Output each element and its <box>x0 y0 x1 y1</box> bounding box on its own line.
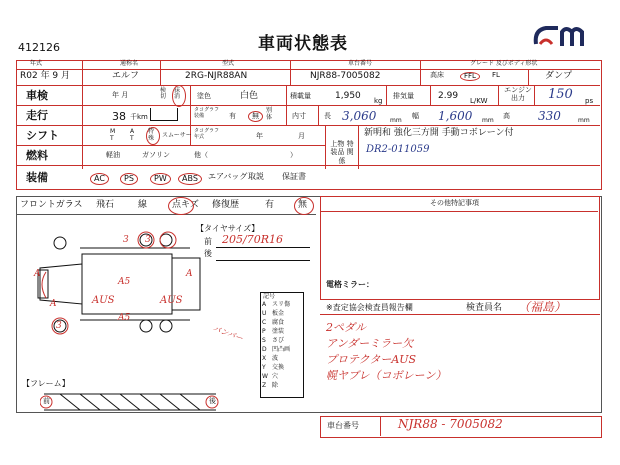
mark-a2: A <box>50 299 57 309</box>
legend-row <box>262 383 278 389</box>
engine-value: 150 <box>548 87 573 102</box>
legend-label: 腐食 <box>272 319 285 326</box>
legend-label: 波 <box>272 355 279 362</box>
footer-chassis-label: 車台番号 <box>327 421 359 430</box>
engine-label: エンジン出力 <box>504 86 532 102</box>
legend-code: Z <box>262 382 267 389</box>
vehicle-diagram <box>20 218 260 338</box>
shift-special: 特殊 <box>148 128 155 143</box>
mark-a5-top: A5 <box>118 277 131 287</box>
load-value: 1,950 <box>335 91 361 101</box>
report-lines <box>326 322 586 404</box>
inspection-cancelled: 抹消 <box>174 87 181 100</box>
windshield-line: 線 <box>138 200 148 210</box>
windshield-chip: 飛石 <box>96 200 115 210</box>
legend-label: 塗装 <box>272 328 285 335</box>
report-line: プロテクターAUS <box>326 353 417 366</box>
tacho-label: タコグラフ装備 <box>194 107 220 119</box>
mark-3c: 3 <box>56 321 62 331</box>
tacho-month: 月 <box>298 132 305 140</box>
legend-row <box>262 365 284 371</box>
displacement-label: 排気量 <box>393 92 414 100</box>
legend-code: P <box>262 328 266 335</box>
tire-rear-label: 後 <box>204 249 212 258</box>
equipment-item: PW <box>150 173 171 185</box>
mileage-label: 走行 <box>26 109 48 122</box>
inspector-name: （福島） <box>518 300 567 314</box>
tire-front-label: 前 <box>204 237 212 246</box>
footer-chassis-value: NJR88 - 7005082 <box>398 417 503 431</box>
tire-label: 【タイヤサイズ】 <box>196 224 260 233</box>
displacement-value: 2.99 <box>438 91 459 101</box>
equipment-item: AC <box>90 173 109 185</box>
mirror-label: 電格ミラー： <box>326 280 374 289</box>
special-text: 新明和 強化三方開 手動コボレーン付 <box>364 128 514 138</box>
legend-code: Y <box>262 364 266 371</box>
windshield-spot: 点キズ <box>172 200 199 210</box>
inspection-expired: 検切 <box>160 87 167 100</box>
doc-number: 412126 <box>18 41 60 54</box>
paint-label: 塗色 <box>197 92 211 100</box>
load-label: 積載量 <box>290 92 311 100</box>
special-handwritten: DR2-011059 <box>366 144 430 155</box>
report-line: 2ペダル <box>326 321 366 334</box>
fuel-gasoline: ガソリン <box>142 151 170 159</box>
legend-label: 穴 <box>272 373 279 380</box>
special-label: 上物 特装品 関係 <box>330 140 354 165</box>
frame-diagram <box>40 390 220 414</box>
shift-mt: M T <box>110 128 116 143</box>
width-value: 1,600 <box>438 109 473 123</box>
mark-aus-left: AUS <box>92 295 115 306</box>
inspector-section-label: ※査定協会検査員報告欄 <box>326 303 413 312</box>
shift-at: A T <box>130 128 135 143</box>
grade-opt-fl: FL <box>492 71 500 79</box>
equipment-item: 保証書 <box>282 172 306 181</box>
grade-label: グレード 及びボディ形状 <box>470 60 538 67</box>
legend-label: さび <box>272 337 285 344</box>
model-label: 型式 <box>222 60 235 67</box>
inner-dim-label: 内寸 <box>292 112 306 120</box>
page-title: 車両状態表 <box>258 34 348 54</box>
paint-value: 白色 <box>240 91 259 101</box>
inspector-label: 検査員名 <box>466 303 503 313</box>
width-label: 幅 <box>412 112 419 120</box>
grade-opt-ffl: FFL <box>460 72 480 81</box>
frame-front: 前 <box>43 397 50 405</box>
chassis-label: 車台番号 <box>348 60 373 67</box>
tacho-yes: 有 <box>229 112 236 120</box>
inspection-label: 車検 <box>26 89 48 102</box>
length-label: 長 <box>324 112 331 120</box>
equipment-item: 取説 <box>248 172 264 181</box>
displacement-unit: L/KW <box>470 97 488 105</box>
legend-label: 凹凸画 <box>272 346 291 353</box>
fuel-other-close: ） <box>290 151 297 159</box>
frame-rear: 後 <box>209 397 216 405</box>
report-line: アンダーミラー欠 <box>326 337 414 350</box>
tacho-no: 無 <box>248 111 263 122</box>
height-label: 高 <box>503 112 510 120</box>
repair-no: 無 <box>298 200 308 210</box>
legend-code: A <box>262 301 267 308</box>
shift-smoother: スムーサー <box>162 132 192 139</box>
notes-label: その他特記事項 <box>430 199 479 207</box>
tacho-year-label: タコグラフ年式 <box>194 128 220 140</box>
legend-label: 交換 <box>272 364 285 371</box>
windshield-label: フロントガラス <box>20 200 83 210</box>
inspection-month: 年 月 <box>112 91 129 99</box>
mark-a1: A <box>34 269 41 279</box>
mark-aus-right: AUS <box>160 295 183 306</box>
body-value: ダンプ <box>545 71 573 81</box>
legend-row <box>262 302 290 308</box>
equipment-item: PS <box>120 173 138 185</box>
legend-code: C <box>262 319 267 326</box>
legend-code: U <box>262 310 267 317</box>
repair-history: 修復歴 <box>212 200 240 210</box>
grade-opt-high: 高床 <box>430 71 444 79</box>
legend-code: S <box>262 337 266 344</box>
report-line: 幌ヤブレ（コボレーン） <box>326 369 447 382</box>
legend-row <box>262 329 284 335</box>
model-value: 2RG-NJR88AN <box>185 71 248 81</box>
legend-row <box>262 374 278 380</box>
repair-yes: 有 <box>265 200 275 210</box>
tacho-separate: 別体 <box>266 107 273 121</box>
year-label: 年式 <box>30 60 43 67</box>
mark-3b: 3 <box>145 235 151 245</box>
legend-code: D <box>262 346 267 353</box>
chassis-value: NJR88-7005082 <box>310 71 381 81</box>
equipment-item: エアバッグ <box>208 172 248 181</box>
legend-label: 除 <box>272 382 279 389</box>
legend-label: スリ傷 <box>272 301 291 308</box>
legend-code: W <box>262 373 268 380</box>
name-value: エルフ <box>112 71 140 81</box>
mark-a3: A <box>186 269 193 279</box>
engine-unit: ps <box>585 97 594 105</box>
length-unit: mm <box>390 117 402 124</box>
height-unit: mm <box>578 117 590 124</box>
fuel-label: 燃料 <box>26 149 48 162</box>
equipment-list <box>90 169 330 187</box>
year-value: R02 年 9 月 <box>20 71 71 81</box>
fuel-diesel: 軽油 <box>106 151 120 159</box>
mark-3a: 3 <box>123 235 129 245</box>
legend-row <box>262 311 284 317</box>
load-unit: kg <box>374 97 383 105</box>
tacho-year: 年 <box>256 132 263 140</box>
shift-label: シフト <box>26 129 59 142</box>
legend-title: 記号 <box>263 293 276 300</box>
mark-a5-bottom: A5 <box>118 313 131 323</box>
equipment-label: 装備 <box>26 171 48 184</box>
length-value: 3,060 <box>342 109 377 123</box>
legend-row <box>262 338 284 344</box>
legend-row <box>262 356 278 362</box>
legend-row <box>262 347 290 353</box>
mileage-value: 38 <box>112 110 126 123</box>
name-label: 通称名 <box>120 60 139 67</box>
tire-front-value: 205/70R16 <box>222 233 283 246</box>
mileage-unit: 千km <box>130 113 148 121</box>
legend-label: 板金 <box>272 310 285 317</box>
frame-label: 【フレーム】 <box>22 379 70 388</box>
legend-row <box>262 320 284 326</box>
fuel-other: 他（ <box>194 151 208 159</box>
height-value: 330 <box>538 109 561 123</box>
um-logo-icon <box>532 24 594 50</box>
width-unit: mm <box>482 117 494 124</box>
mark-bumper: バンパー <box>211 323 245 344</box>
equipment-item: ABS <box>178 173 202 185</box>
legend-code: X <box>262 355 267 362</box>
